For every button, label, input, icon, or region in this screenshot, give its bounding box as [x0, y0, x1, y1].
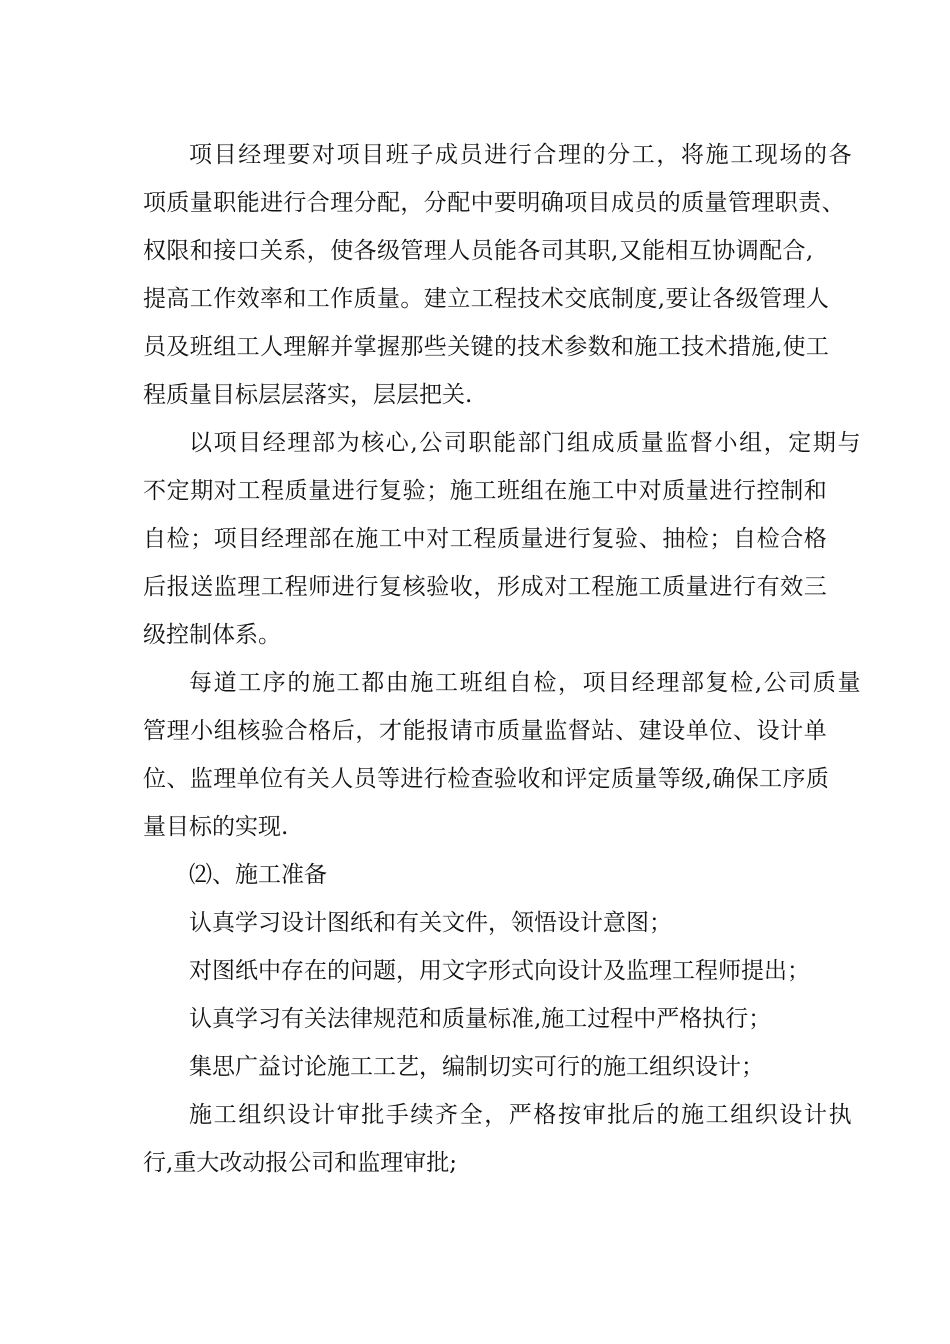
section-heading-construction-preparation: ⑵、施工准备 — [189, 862, 327, 888]
paragraph-quality-responsibility — [143, 131, 854, 419]
document-body — [143, 131, 863, 1187]
list-item: 认真学习设计图纸和有关文件，领悟设计意图； — [189, 910, 672, 936]
text-line: 权限和接口关系，使各级管理人员能各司其职,又能相互协调配合, — [143, 238, 814, 264]
list-item: 集思广益讨论施工工艺，编制切实可行的施工组织设计； — [189, 1054, 764, 1080]
list-item: 认真学习有关法律规范和质量标准,施工过程中严格执行； — [189, 1006, 772, 1032]
paragraph-process-inspection — [143, 659, 863, 851]
text-line: 每道工序的施工都由施工班组自检，项目经理部复检,公司质量 — [189, 670, 863, 696]
text-line: 施工组织设计审批手续齐全，严格按审批后的施工组织设计执 — [189, 1102, 854, 1128]
text-line: 员及班组工人理解并掌握那些关键的技术参数和施工技术措施,使工 — [143, 334, 830, 360]
text-line: 不定期对工程质量进行复验；施工班组在施工中对质量进行控制和 — [143, 478, 828, 504]
text-line: 提高工作效率和工作质量。建立工程技术交底制度,要让各级管理人 — [143, 286, 830, 312]
paragraph-quality-supervision — [143, 419, 863, 659]
text-line: 后报送监理工程师进行复核验收，形成对工程施工质量进行有效三 — [143, 574, 828, 600]
text-line: 项质量职能进行合理分配，分配中要明确项目成员的质量管理职责、 — [143, 190, 845, 216]
text-line: 程质量目标层层落实，层层把关. — [143, 382, 473, 408]
text-line: 级控制体系。 — [143, 622, 281, 648]
text-line: 项目经理要对项目班子成员进行合理的分工，将施工现场的各 — [189, 142, 854, 168]
text-line: 自检；项目经理部在施工中对工程质量进行复验、抽检；自检合格 — [143, 526, 828, 552]
text-line: 位、监理单位有关人员等进行检查验收和评定质量等级,确保工序质 — [143, 766, 830, 792]
list-item: 对图纸中存在的问题，用文字形式向设计及监理工程师提出； — [189, 958, 810, 984]
text-line: 以项目经理部为核心,公司职能部门组成质量监督小组，定期与 — [189, 430, 863, 456]
text-line: 量目标的实现. — [143, 814, 289, 840]
text-line: 行,重大改动报公司和监理审批; — [143, 1150, 458, 1176]
text-line: 管理小组核验合格后，才能报请市质量监督站、建设单位、设计单 — [143, 718, 828, 744]
paragraph-construction-organization — [143, 1091, 854, 1187]
